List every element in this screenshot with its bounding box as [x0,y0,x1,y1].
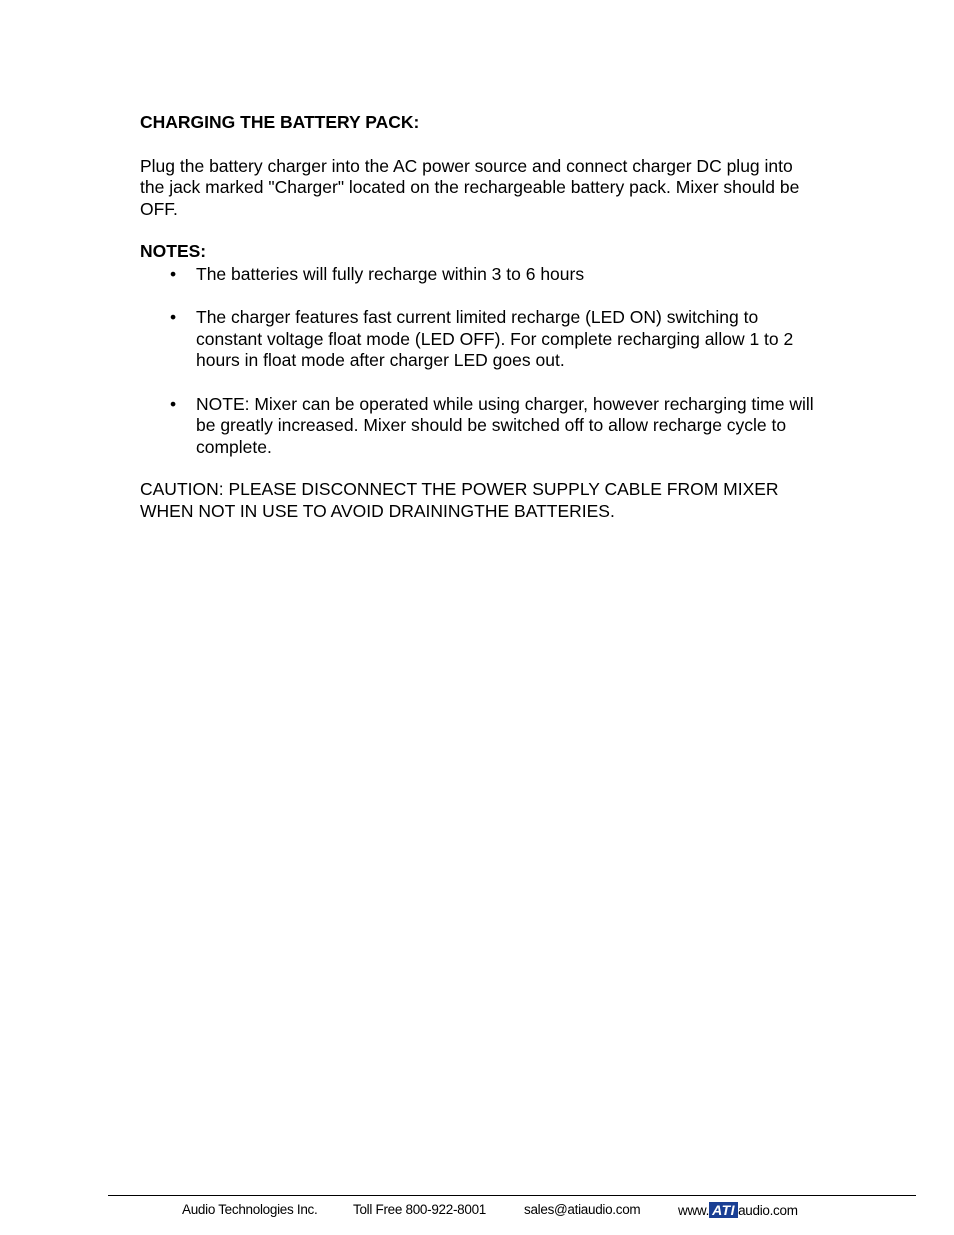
page-footer [0,1202,954,1222]
footer-company: Audio Technologies Inc. [182,1202,318,1217]
list-item: • The batteries will fully recharge within 3 to 6 hours [170,263,585,284]
section-heading: CHARGING THE BATTERY PACK: [140,112,420,132]
notes-heading: NOTES: [140,241,207,261]
document-body [140,112,820,522]
footer-phone: Toll Free 800-922-8001 [353,1202,486,1217]
footer-website: www. ATI audio.com [678,1202,798,1218]
list-item: • NOTE: Mixer can be operated while using charger, however recharging time will be greatly increased. Mixer should be switched off to allow recharge cycle to complete. [170,393,814,457]
bullet-icon: • [170,393,177,414]
notes-list [140,264,820,459]
bullet-icon: • [170,307,177,327]
intro-paragraph: Plug the battery charger into the AC power source and connect charger DC plug into the jack marked "Charger" located on the rechargeable battery pack. Mixer should be OFF. [140,155,800,219]
bullet-icon: • [170,263,177,284]
footer-divider [108,1195,916,1196]
ati-logo-icon: ATI [709,1202,738,1218]
caution-paragraph: CAUTION: PLEASE DISCONNECT THE POWER SUPPLY CABLE FROM MIXER WHEN NOT IN USE TO AVOID DRAININGTHE BATTERIES. [140,479,779,521]
list-item: • The charger features fast current limited recharge (LED ON) switching to constant voltage float mode (LED OFF). For complete recharging allow 1 to 2 hours in float mode after charger LED goes out. [170,307,794,370]
footer-email: sales@atiaudio.com [524,1202,641,1217]
